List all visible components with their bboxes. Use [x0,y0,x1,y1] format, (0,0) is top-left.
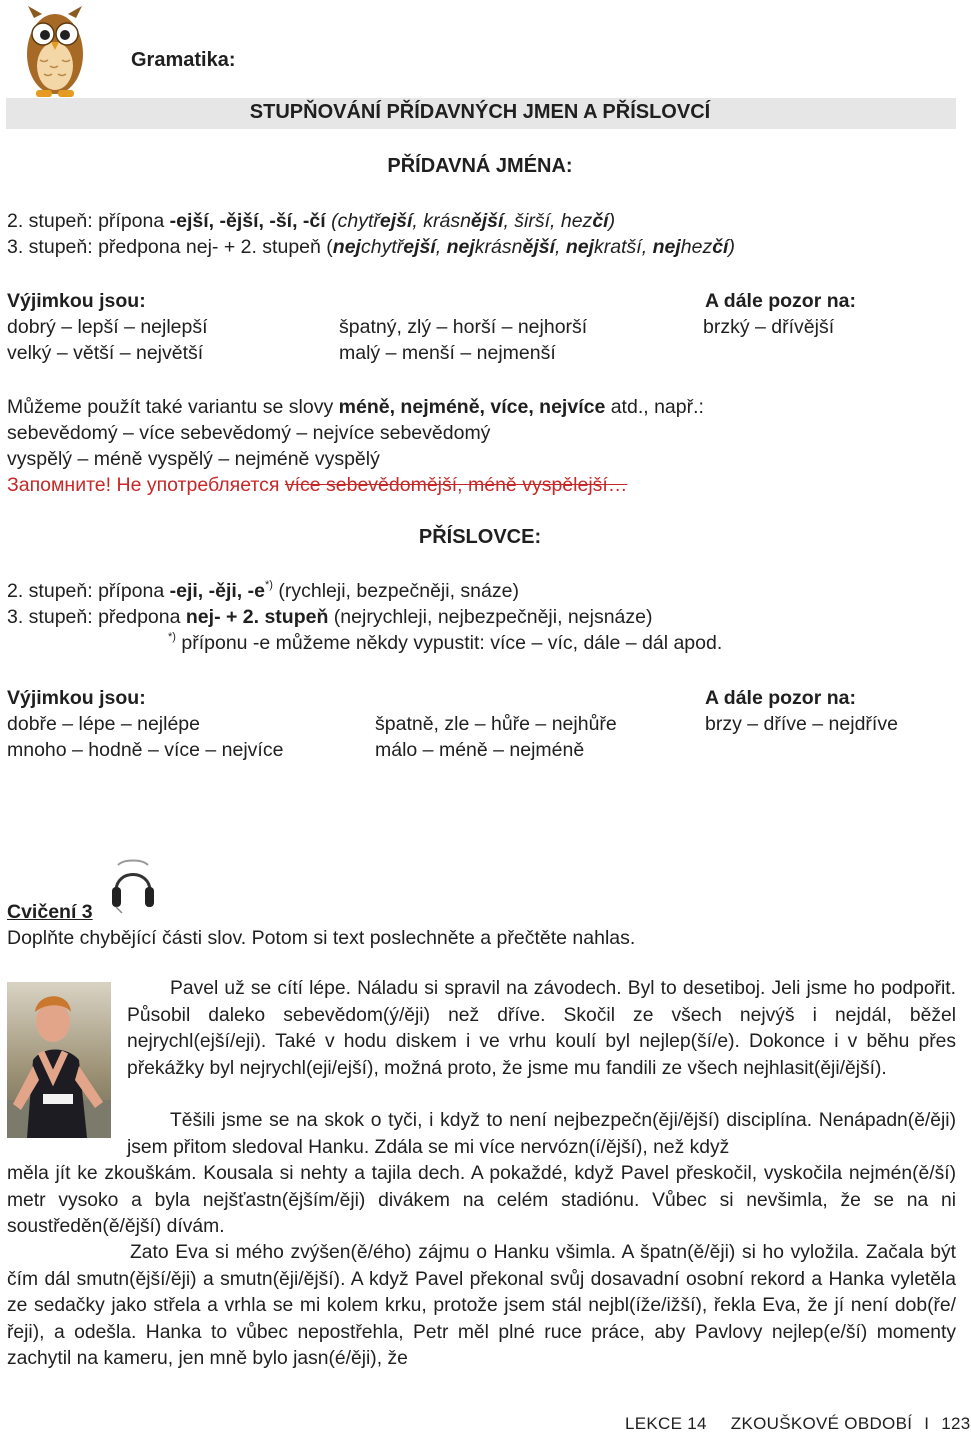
adj-also-item: brzký – dřívější [703,316,835,338]
adj-exception-item: dobrý – lepší – nejlepší [7,316,208,338]
adj-variant-text: Můžeme použít také variantu se slovy méně, nejméně, více, nejvíce atd., např.: [7,396,704,418]
exercise-instruction: Doplňte chybějící části slov. Potom si text poslechněte a přečtěte nahlas. [7,927,636,949]
adv-exception-item: špatně, zle – hůře – nejhůře [375,713,617,735]
footer-lesson: LEKCE 14 [625,1414,707,1433]
adj-exception-item: velký – větší – největší [7,342,204,364]
adv-also-label: A dále pozor na: [705,687,856,709]
exercise-paragraph: Těšili jsme se na skok o tyči, i když to není nejbezpečn(ěji/ější) disciplína. Nenápadn(ě/ěji) jsem přitom sledoval Hanku. Zdála se mi více nervózn(í/ější), než když [127,1110,956,1158]
exercise-paragraph: Pavel už se cítí lépe. Náladu si spravil na závodech. Byl to desetiboj. Jeli jsme ho podpořit. Působil daleko sebevědom(ý/ěji) než dříve. Skočil ze všech nejvýš i nejdál, běžel nejrychl(ejší/eji). Také v hodu diskem i ve vrhu koulí byl nejlep(ší/e). Dokonce i v běhu přes překážky byl nejrychl(eji/ejší), možná proto, že jsme mu fandili ze všech nejhlasit(ěji/ější). [127,978,956,1079]
exercise-paragraph: měla jít ke zkouškám. Kousala si nehty a tajila dech. A pokaždé, když Pavel přeskočil, vyskočila nejmén(ě/ší) metr vysoko a byla nejšťastn(ějším/ěji) divákem na celém stadiónu. Vůbec si nevšimla, že se na ni soustředěn(ě/ější) dívám. [7,1163,956,1237]
adv-rule-2nd-degree: 2. stupeň: přípona -eji, -ěji, -e*) (rychleji, bezpečněji, snáze) [7,579,519,602]
adj-also-label: A dále pozor na: [705,290,856,312]
adverbs-heading: PŘÍSLOVCE: [418,526,542,548]
adj-rule-2nd-degree: 2. stupeň: přípona -ejší, -ější, -ší, -čí (chytřejší, krásnější, širší, hezčí) [7,210,616,232]
adv-also-item: brzy – dříve – nejdříve [705,713,898,735]
adj-exception-item: špatný, zlý – horší – nejhorší [339,316,588,338]
footer-section: ZKOUŠKOVÉ OBDOBÍ [730,1414,913,1433]
adj-variant-example: sebevědomý – více sebevědomý – nejvíce sebevědomý [7,422,491,444]
section-label: Gramatika: [131,49,236,71]
adv-exception-item: dobře – lépe – nejlépe [7,713,200,735]
headphones-icon [110,857,156,913]
page-number: 123 [941,1414,971,1433]
adj-rule-3rd-degree: 3. stupeň: předpona nej- + 2. stupeň (nejchytřejší, nejkrásnější, nejkratší, nejhezčí) [7,236,735,258]
page-footer [625,1414,971,1434]
owl-icon [22,4,88,98]
adv-exception-item: málo – méně – nejméně [375,739,585,761]
exercise-title: Cvičení 3 [7,901,93,923]
adjectives-heading: PŘÍDAVNÁ JMÉNA: [387,155,573,177]
adj-exception-item: malý – menší – nejmenší [339,342,556,364]
athlete-photo [7,982,111,1138]
adj-exceptions-label: Výjimkou jsou: [7,290,146,312]
adv-footnote: *) příponu -e můžeme někdy vypustit: více – víc, dále – dál apod. [168,631,723,654]
adj-warning: Запомните! Не употребляется více sebevědomější, méně vyspělejší… [7,474,628,496]
adv-exception-item: mnoho – hodně – více – nejvíce [7,739,284,761]
exercise-paragraph: Zato Eva si mého zvýšen(ě/ého) zájmu o Hanku všimla. A špatn(ě/ěji) si ho vyložila. Začala být čím dál smutn(ější/ěji) a smutn(ěji/ější). A když Pavel překonal svůj dosavadní osobní rekord a Hanka vyletěla ze sedačky jako střela a vrhla se mi kolem krku, protože jsem stál nejbl(íže/ižší), řekla Eva, že jí není dob(ře/řeji), a odešla. Hanka to vůbec nepostřehla, Petr měl plné ruce práce, aby Pavlovy nejlep(e/ší) momenty zachytil na kameru, jen mně bylo jasn(é/ěji), že [7,1242,956,1369]
adj-variant-example: vyspělý – méně vyspělý – nejméně vyspělý [7,448,380,470]
page-title: STUPŇOVÁNÍ PŘÍDAVNÝCH JMEN A PŘÍSLOVCÍ [249,101,711,123]
footer-separator: I [924,1414,930,1433]
adv-rule-3rd-degree: 3. stupeň: předpona nej- + 2. stupeň (nejrychleji, nejbezpečněji, nejsnáze) [7,606,653,628]
adv-exceptions-label: Výjimkou jsou: [7,687,146,709]
